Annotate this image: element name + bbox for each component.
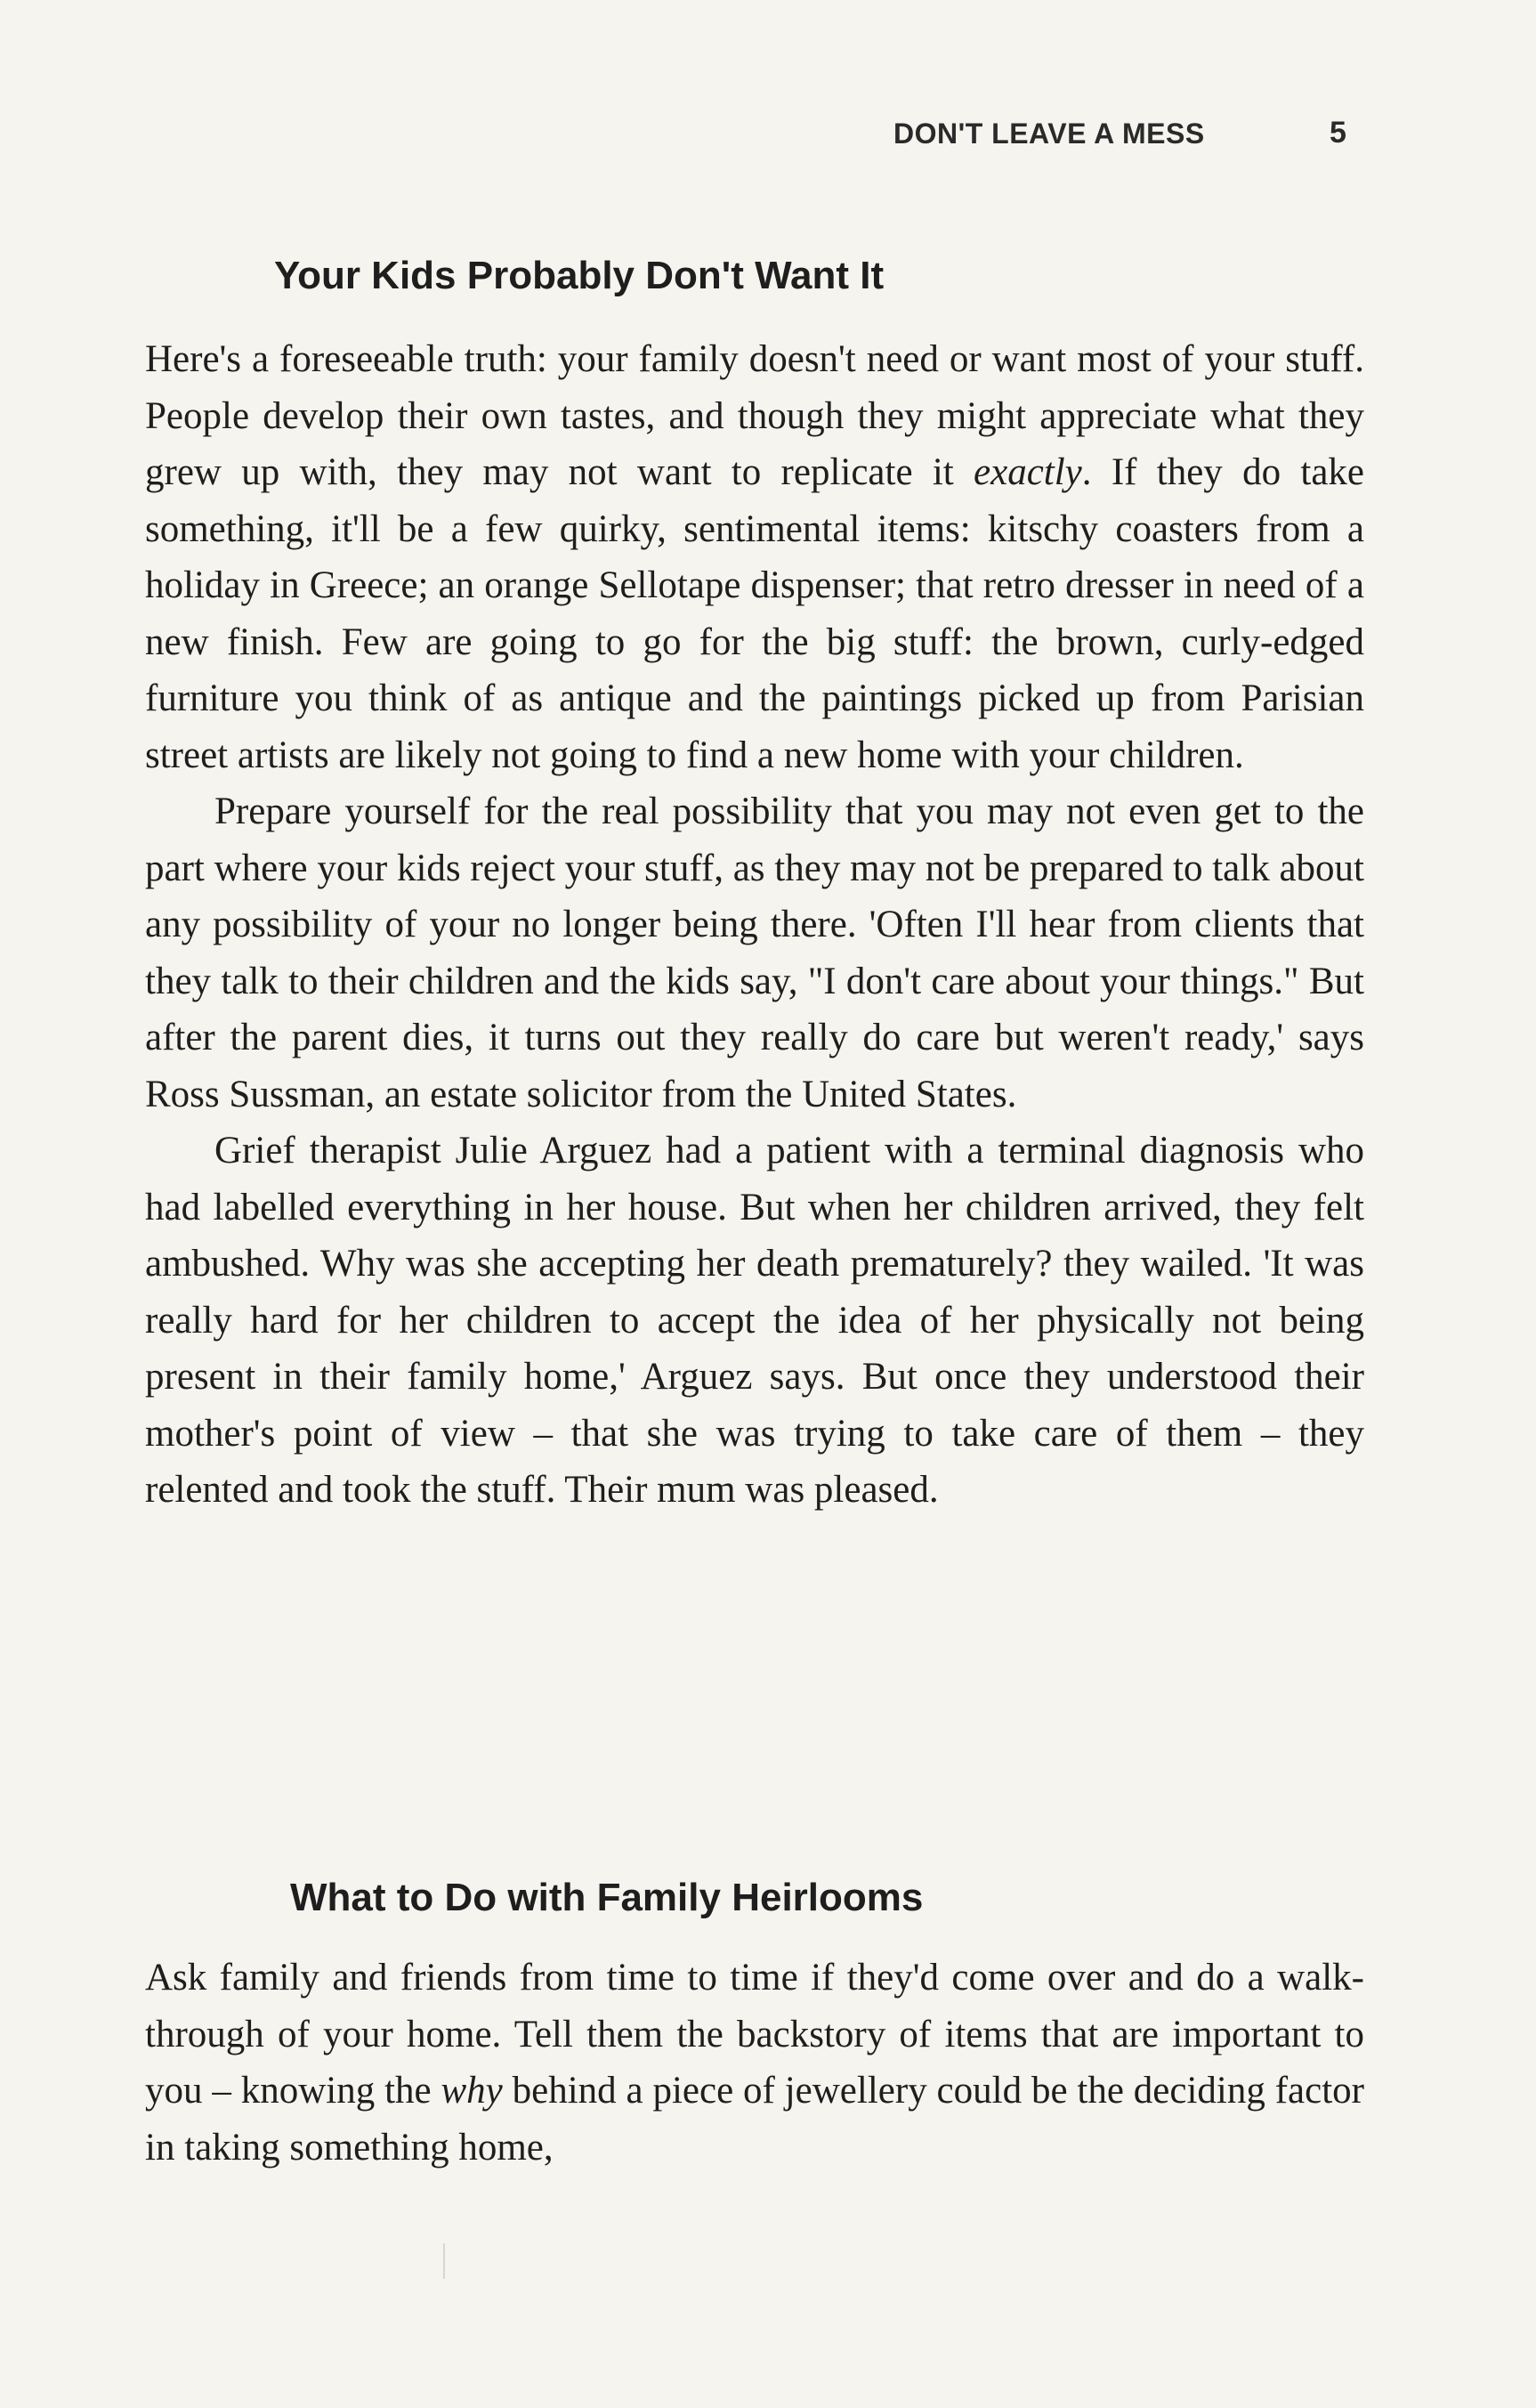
paragraph-text: Ask family and friends from time to time if they'd come over and do a walk-through of your home. Tell them the backstory of items that are important to you – knowing the	[145, 1957, 1364, 2112]
paragraph-text: behind a piece of jewellery could be the deciding factor in taking something home,	[145, 2070, 1364, 2169]
paragraph	[145, 1950, 1364, 2176]
section-heading: What to Do with Family Heirlooms	[290, 1876, 924, 1919]
emphasis-text: exactly	[974, 451, 1082, 493]
paragraph: Prepare yourself for the real possibility that you may not even get to the part where your kids reject your stuff, as they may not be prepared to talk about any possibility of your no longer being there. 'Often I'll hear from clients that they talk to their children and the kids say, "I don't care about your things." But after the parent dies, it turns out they really do care but weren't ready,' says Ross Sussman, an estate solicitor from the United States.	[145, 791, 1364, 1115]
emphasis-text: why	[441, 2070, 503, 2112]
section-body	[145, 1950, 1364, 2176]
section-body	[145, 331, 1364, 1519]
page-crease-mark	[443, 2243, 445, 2279]
running-head: DON'T LEAVE A MESS	[893, 118, 1205, 150]
paragraph-text: Here's a foreseeable truth: your family doesn't need or want most of your stuff. People develop their own tastes, and though they might appreciate what they grew up with, they may not want to replicate it	[145, 338, 1364, 493]
section-heading: Your Kids Probably Don't Want It	[274, 254, 885, 297]
paragraph	[145, 331, 1364, 783]
paragraph-text: . If they do take something, it'll be a few quirky, sentimental items: kitschy coasters from a holiday in Greece; an orange Sellotape dispenser; that retro dresser in need of a new finish. Few are going to go for the big stuff: the brown, curly-edged furniture you think of as antique and the paintings picked up from Parisian street artists are likely not going to find a new home with your children.	[145, 451, 1364, 776]
paragraph: Grief therapist Julie Arguez had a patient with a terminal diagnosis who had labelled everything in her house. But when her children arrived, they felt ambushed. Why was she accepting her death prematurely? they wailed. 'It was really hard for her children to accept the idea of her physically not being present in their family home,' Arguez says. But once they understood their mother's point of view – that she was trying to take care of them – they relented and took the stuff. Their mum was pleased.	[145, 1130, 1364, 1511]
page-number: 5	[1330, 116, 1346, 150]
